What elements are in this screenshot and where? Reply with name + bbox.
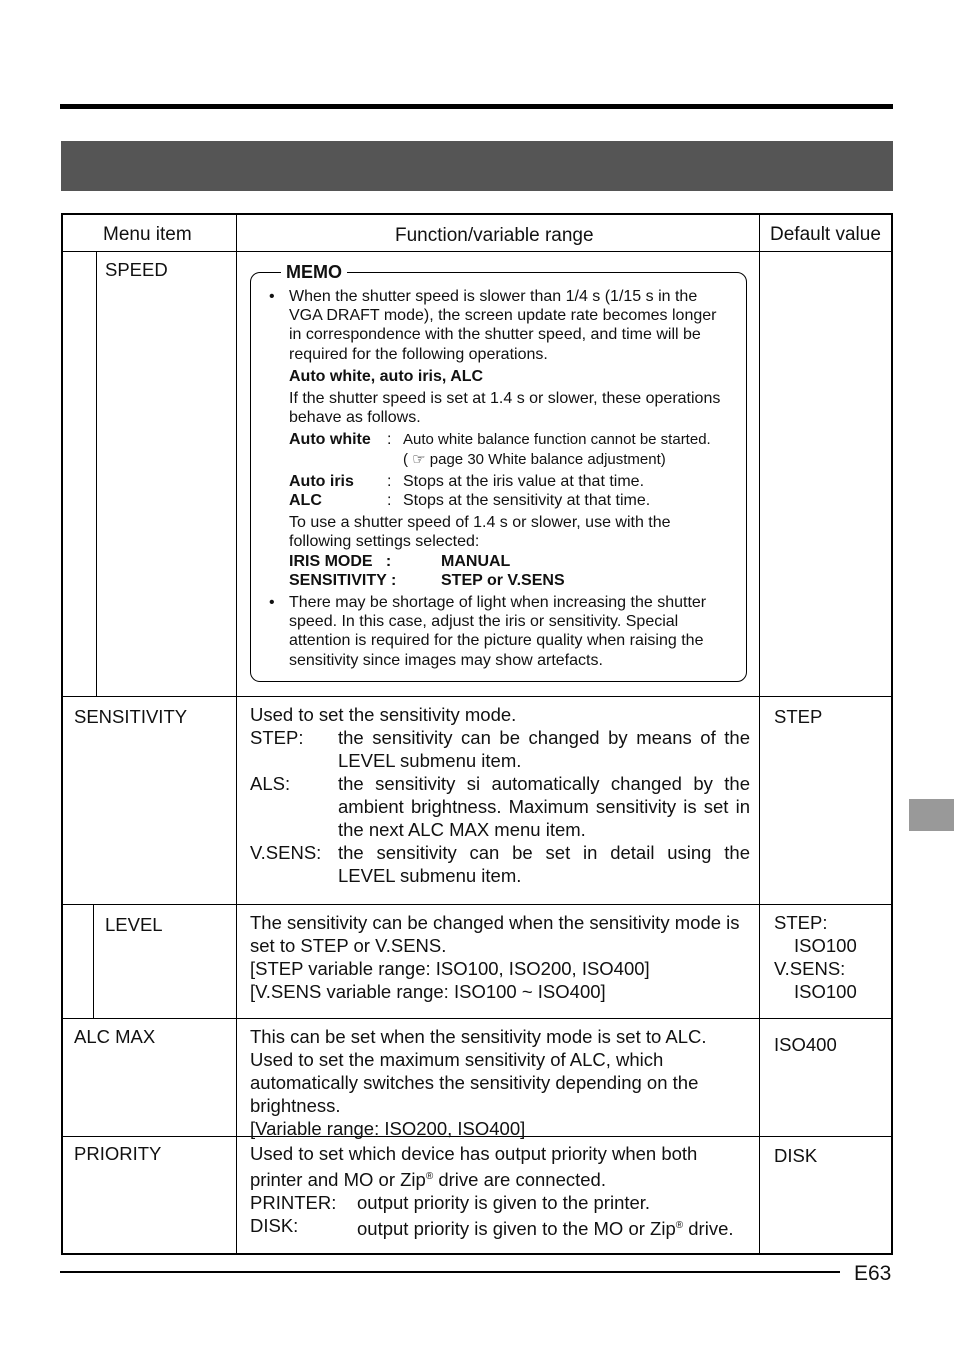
memo-bullet-2: • There may be shortage of light when increasing the shutter speed. In this case, adjust the iris or sensitivity. Special attention is required for the picture quality when raising the sensitivity since images may show artefacts. [269,594,707,669]
sensitivity-intro: Used to set the sensitivity mode. [250,704,517,725]
header-menu-item: Menu item [103,224,192,245]
memo-content [267,287,733,670]
memo-para-2: To use a shutter speed of 1.4 s or slower, use with the following settings selected: [289,514,671,551]
level-line-1: The sensitivity can be changed when the sensitivity mode is set to STEP or V.SENS. [250,912,740,956]
memo-setting-sensitivity: SENSITIVITY : STEP or V.SENS [289,571,565,589]
row-divider-2 [63,904,891,905]
header-divider [63,251,891,252]
level-default [774,911,857,1003]
priority-option-disk: DISK: output priority is given to the MO or Zip® drive. [250,1215,734,1240]
section-header-band [61,141,893,191]
sensitivity-option-vsens: V.SENS: the sensitivity can be set in detail using the LEVEL submenu item. [250,842,750,886]
header-default: Default value [770,224,881,245]
priority-description [250,1142,750,1240]
level-default-line-2: ISO100 [794,935,857,956]
memo-subhead: Auto white, auto iris, ALC [289,367,484,385]
memo-setting-iris-mode: IRIS MODE : MANUAL [289,552,511,570]
priority-default: DISK [774,1145,818,1166]
sensitivity-option-step: STEP: the sensitivity can be changed by means of the LEVEL submenu item. [250,727,750,771]
sensitivity-label: SENSITIVITY [74,706,188,727]
alc-max-default: ISO400 [774,1034,837,1055]
level-default-line-3: V.SENS: [774,958,846,979]
sub-indent-line-level [93,904,94,1018]
row-divider-3 [63,1018,891,1019]
sensitivity-default: STEP [774,706,823,727]
alc-max-description [250,1025,750,1140]
memo-ref: ( ☞ page 30 White balance adjustment) [403,450,666,468]
memo-title: MEMO [281,261,347,283]
level-default-line-4: ISO100 [794,981,857,1002]
bottom-rule [60,1271,840,1273]
speed-label: SPEED [105,259,168,280]
level-line-3: [V.SENS variable range: ISO100 ~ ISO400] [250,981,606,1002]
priority-option-printer: PRINTER: output priority is given to the printer. [250,1192,651,1214]
priority-label: PRIORITY [74,1143,162,1164]
alc-max-line-1: This can be set when the sensitivity mode is set to ALC. [250,1026,707,1047]
memo-row-alc: ALC : Stops at the sensitivity at that time. [289,492,651,510]
memo-bullet-1: • When the shutter speed is slower than 1/4 s (1/15 s in the VGA DRAFT mode), the screen update rate becomes longer in correspondence with the shutter speed, and time will be required for the following operations. [269,288,717,363]
header-function: Function/variable range [395,225,594,246]
row-divider-1 [63,696,891,697]
memo-row-auto-white: Auto white : Auto white balance function cannot be started. [289,431,711,449]
col-divider-2 [759,215,760,1253]
menu-table [61,213,893,1255]
sensitivity-description [250,703,750,887]
page-number: E63 [854,1262,892,1285]
sub-indent-line-speed [96,251,97,697]
memo-box [250,262,747,682]
level-default-line-1: STEP: [774,912,828,933]
alc-max-line-2: Used to set the maximum sensitivity of ALC, which automatically switches the sensitivity depending on the brightness. [250,1049,699,1116]
top-rule [60,104,893,109]
sensitivity-option-als: ALS: the sensitivity si automatically changed by the ambient brightness. Maximum sensitivity is set in the next ALC MAX menu item. [250,773,750,840]
level-description [250,911,752,1003]
level-label: LEVEL [105,914,163,935]
alc-max-label: ALC MAX [74,1026,156,1047]
col-divider-1 [236,215,237,1253]
memo-para: If the shutter speed is set at 1.4 s or slower, these operations behave as follows. [289,390,721,427]
priority-intro: Used to set which device has output priority when both printer and MO or Zip® drive are connected. [250,1143,698,1191]
level-line-2: [STEP variable range: ISO100, ISO200, ISO400] [250,958,650,979]
alc-max-line-3: [Variable range: ISO200, ISO400] [250,1118,526,1139]
memo-row-auto-iris: Auto iris : Stops at the iris value at that time. [289,472,645,490]
side-tab-marker [909,799,954,831]
